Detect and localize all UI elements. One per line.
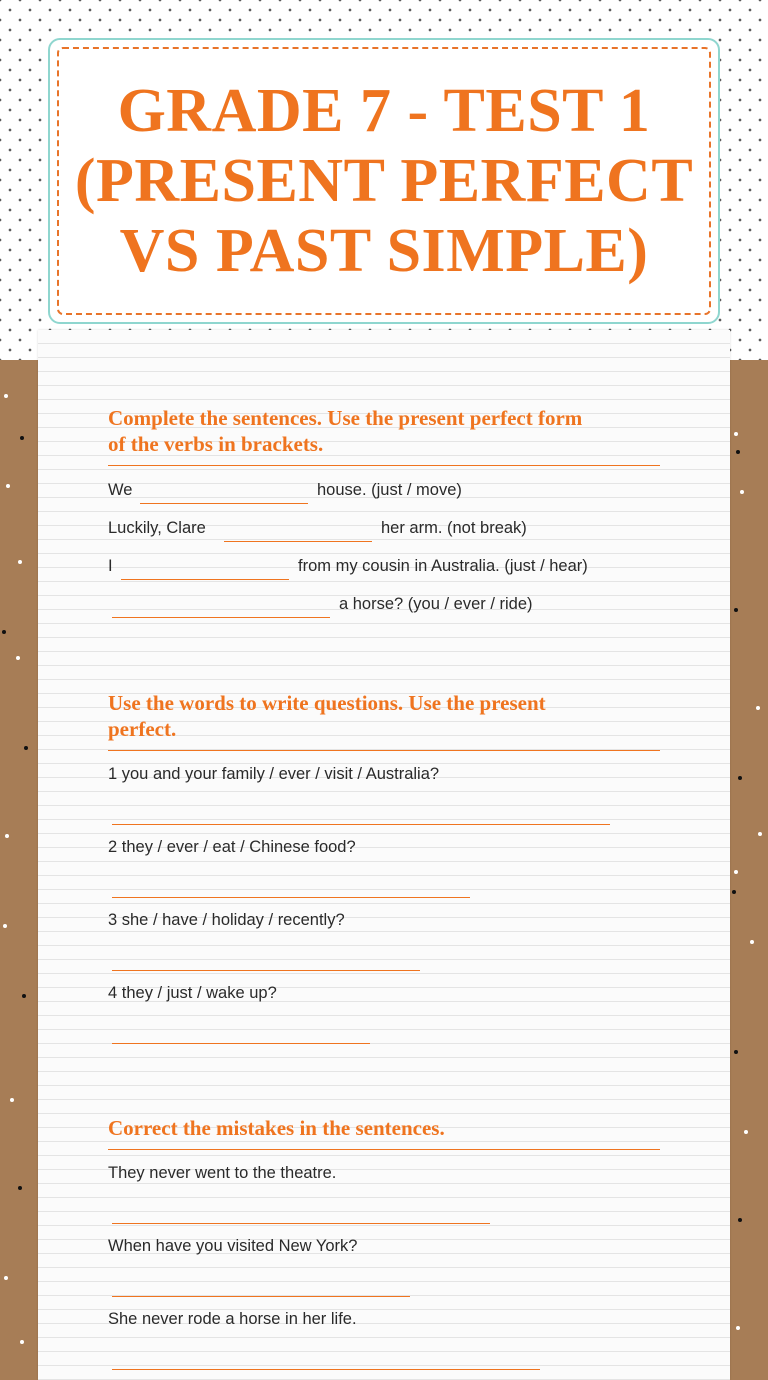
s3-answer-3-blank[interactable]	[112, 1369, 540, 1370]
s1-item-1-answer-blank[interactable]	[140, 503, 308, 504]
s1-item-3-answer-blank[interactable]	[121, 579, 289, 580]
s2-prompt-2: 2 they / ever / eat / Chinese food?	[108, 838, 356, 856]
section-3-heading: Correct the mistakes in the sentences.	[108, 1115, 660, 1150]
s2-prompt-4: 4 they / just / wake up?	[108, 984, 277, 1002]
s1-item-4-after: a horse? (you / ever / ride)	[339, 595, 533, 613]
s2-prompt-1: 1 you and your family / ever / visit / Australia?	[108, 765, 440, 783]
s2-prompt-3: 3 she / have / holiday / recently?	[108, 911, 345, 929]
s3-sentence-2: When have you visited New York?	[108, 1237, 358, 1255]
worksheet-title	[75, 76, 693, 286]
s1-item-2-answer-blank[interactable]	[224, 541, 372, 542]
cork-border-left	[0, 360, 38, 1380]
s2-answer-2-blank[interactable]	[112, 897, 470, 898]
section-complete-sentences	[108, 405, 660, 466]
s2-answer-4-blank[interactable]	[112, 1043, 370, 1044]
title-line-3: VS PAST SIMPLE)	[119, 217, 649, 285]
section-1-heading-line-2: of the verbs in brackets.	[108, 432, 324, 456]
s1-item-1-after: house. (just / move)	[317, 481, 462, 499]
s1-item-4-answer-blank[interactable]	[112, 617, 330, 618]
s1-item-2-before: Luckily, Clare	[108, 519, 206, 537]
s2-answer-3-blank[interactable]	[112, 970, 420, 971]
s1-item-2-after: her arm. (not break)	[381, 519, 527, 537]
title-card-dashed-frame	[57, 47, 711, 315]
s3-answer-2-blank[interactable]	[112, 1296, 410, 1297]
s1-item-3-before: I	[108, 557, 113, 575]
s3-sentence-3: She never rode a horse in her life.	[108, 1310, 357, 1328]
s2-answer-1-blank[interactable]	[112, 824, 610, 825]
cork-border-right	[730, 360, 768, 1380]
section-correct-mistakes	[108, 1115, 660, 1150]
section-1-heading-line-1: Complete the sentences. Use the present perfect form	[108, 406, 583, 430]
section-2-heading-line-1: Use the words to write questions. Use the present	[108, 691, 546, 715]
s3-answer-1-blank[interactable]	[112, 1223, 490, 1224]
section-write-questions	[108, 690, 660, 751]
section-2-heading	[108, 690, 660, 751]
section-1-heading	[108, 405, 660, 466]
s1-item-1-before: We	[108, 481, 133, 499]
title-line-1: GRADE 7 - TEST 1	[117, 77, 651, 145]
s1-item-3-after: from my cousin in Australia. (just / hear)	[298, 557, 588, 575]
section-2-heading-line-2: perfect.	[108, 717, 177, 741]
title-card	[48, 38, 720, 324]
s3-sentence-1: They never went to the theatre.	[108, 1164, 337, 1182]
title-line-2: (PRESENT PERFECT	[74, 147, 694, 215]
